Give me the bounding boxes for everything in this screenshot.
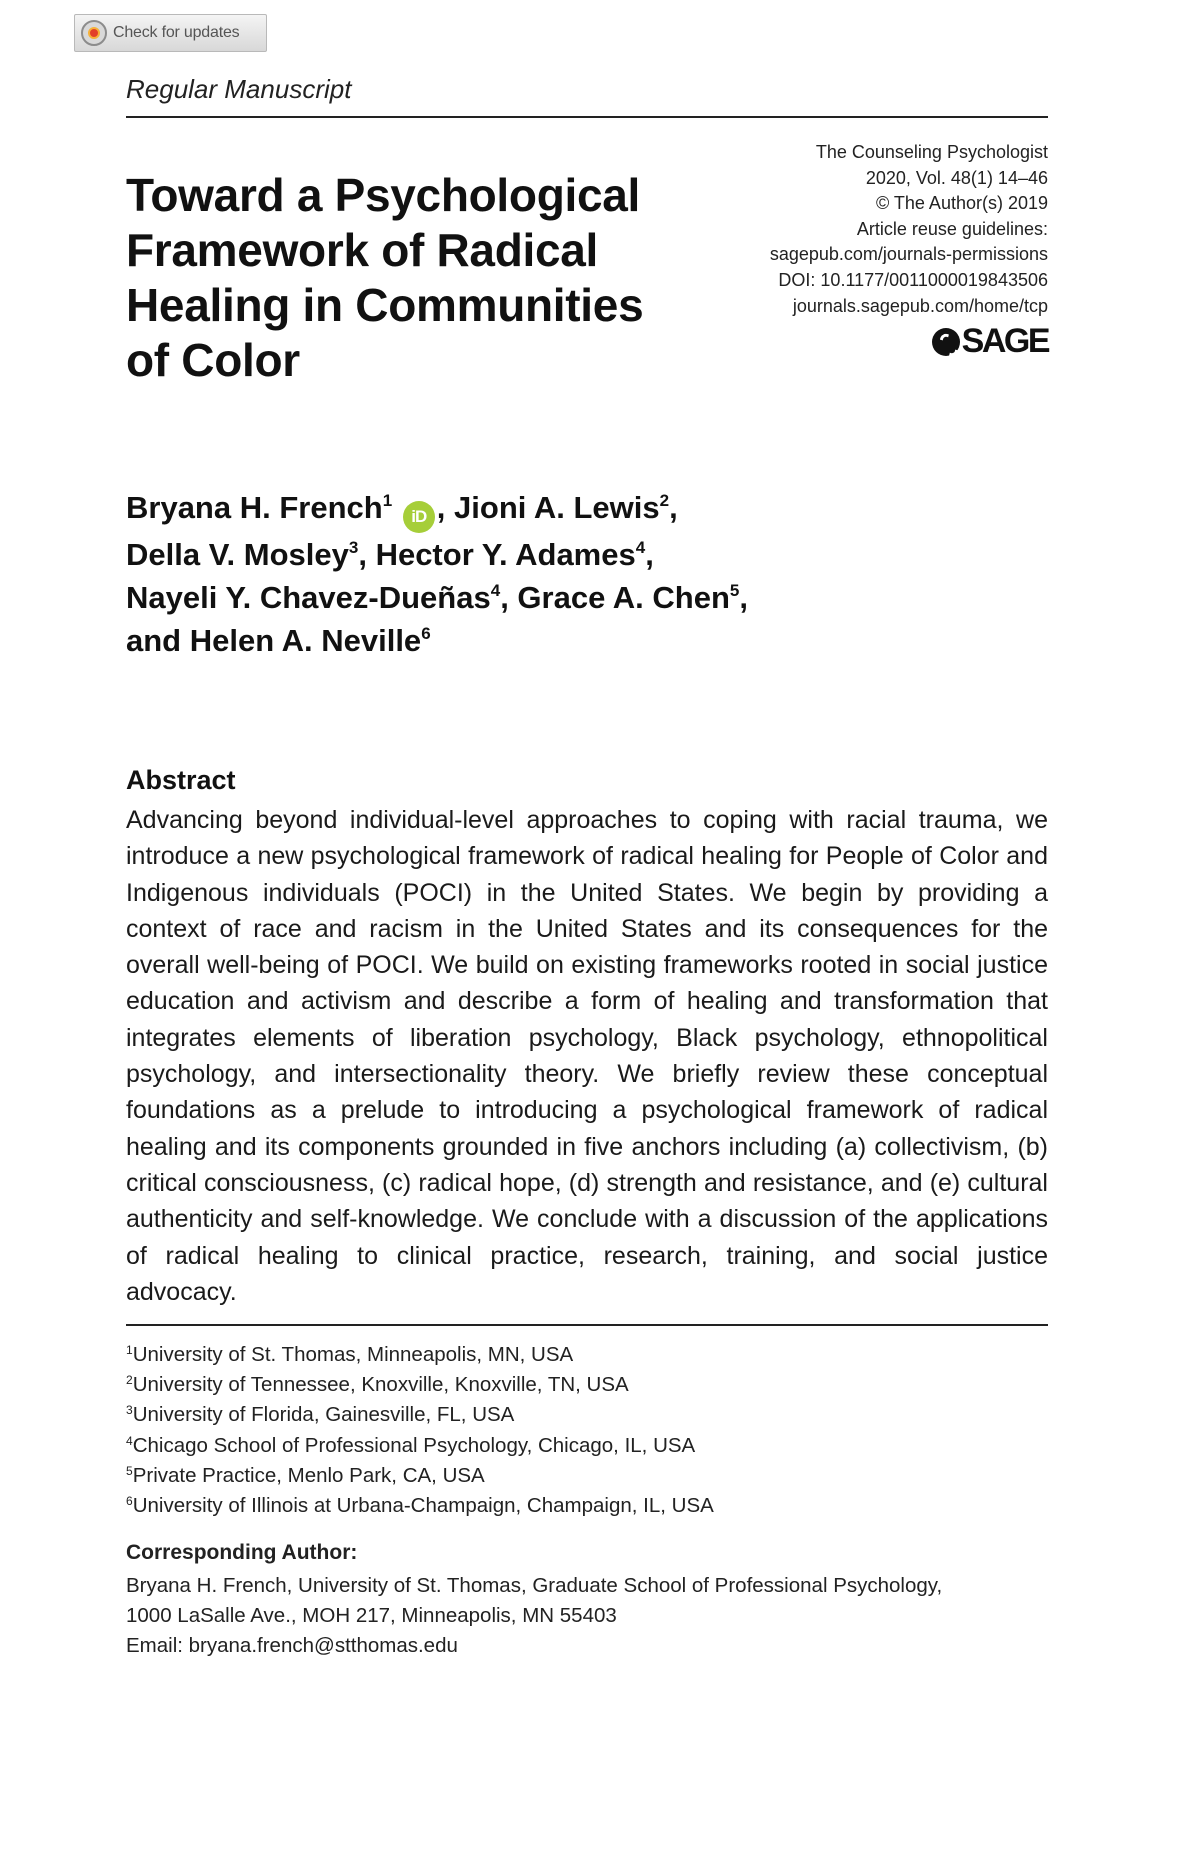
author-affiliation-number: 3 bbox=[348, 538, 359, 557]
author-affiliation-number: 1 bbox=[382, 491, 393, 510]
author-line bbox=[126, 619, 1026, 662]
title-line: Toward a Psychological bbox=[126, 169, 641, 221]
header-divider bbox=[126, 116, 1048, 118]
author-list bbox=[126, 486, 1026, 662]
author-affiliation-number: 2 bbox=[659, 491, 670, 510]
orcid-icon[interactable]: iD bbox=[403, 501, 435, 533]
affiliation-item bbox=[126, 1431, 714, 1461]
author-name: Bryana H. French bbox=[126, 490, 383, 525]
author-name: Jioni A. Lewis bbox=[454, 490, 660, 525]
author-name: Nayeli Y. Chavez-Dueñas bbox=[126, 580, 491, 615]
crossmark-icon bbox=[81, 20, 107, 46]
corresponding-author-details bbox=[126, 1571, 942, 1662]
copyright: © The Author(s) 2019 bbox=[875, 193, 1048, 214]
affiliation-text: University of St. Thomas, Minneapolis, MN, USA bbox=[132, 1343, 574, 1366]
author-name: Grace A. Chen bbox=[517, 580, 730, 615]
author-line: Della V. Mosley$^3$, Hector Y. Adames$^4$, bbox=[126, 537, 654, 572]
affiliation-item bbox=[126, 1340, 714, 1370]
check-for-updates-button[interactable] bbox=[74, 14, 267, 52]
corresponding-line: Bryana H. French, University of St. Thomas, Graduate School of Professional Psychology, bbox=[126, 1574, 943, 1597]
author-affiliation-number: 5 bbox=[729, 581, 740, 600]
author-name: Helen A. Neville bbox=[189, 623, 422, 658]
title-line: Framework of Radical bbox=[126, 224, 599, 276]
affiliation-text: University of Illinois at Urbana-Champaign, Champaign, IL, USA bbox=[132, 1494, 714, 1518]
author-line: Nayeli Y. Chavez-Dueñas$^4$, Grace A. Chen$^5$, bbox=[126, 580, 748, 615]
affiliation-number: 6 bbox=[126, 1494, 133, 1509]
corresponding-line: 1000 LaSalle Ave., MOH 217, Minneapolis, MN 55403 bbox=[126, 1604, 617, 1628]
manuscript-type: Regular Manuscript bbox=[126, 74, 352, 104]
journal-name: The Counseling Psychologist bbox=[815, 142, 1048, 162]
affiliation-item bbox=[126, 1461, 714, 1491]
corresponding-email[interactable]: Email: bryana.french@stthomas.edu bbox=[126, 1634, 458, 1658]
doi[interactable]: DOI: 10.1177/0011000019843506 bbox=[778, 269, 1048, 290]
affiliation-item bbox=[126, 1370, 714, 1400]
sage-logo bbox=[932, 322, 1048, 361]
author-name: Hector Y. Adames bbox=[375, 537, 636, 572]
author-line: Bryana H. French$^1$ iD , Jioni A. Lewis$^2$, bbox=[126, 486, 1026, 533]
author-name: Della V. Mosley bbox=[126, 537, 349, 572]
corresponding-author-heading: Corresponding Author: bbox=[126, 1541, 358, 1564]
affiliation-number: 4 bbox=[126, 1433, 133, 1448]
check-for-updates-label: Check for updates bbox=[113, 24, 240, 41]
sage-logo-icon bbox=[932, 328, 960, 356]
title-line: Healing in Communities bbox=[126, 279, 644, 331]
affiliation-text: University of Tennessee, Knoxville, Knoxville, TN, USA bbox=[132, 1373, 629, 1397]
author-affiliation-number: 6 bbox=[421, 624, 431, 643]
footnote-divider bbox=[126, 1324, 1048, 1326]
affiliation-number: 2 bbox=[126, 1373, 133, 1388]
reuse-guidelines: Article reuse guidelines: bbox=[856, 218, 1048, 239]
author-affiliation-number: 4 bbox=[490, 581, 501, 600]
author-affiliation-number: 4 bbox=[635, 538, 646, 557]
affiliation-number: 5 bbox=[126, 1463, 133, 1478]
affiliation-number: 1 bbox=[126, 1343, 133, 1357]
affiliation-number: 3 bbox=[126, 1403, 133, 1418]
journal-info bbox=[770, 140, 1048, 319]
affiliation-list bbox=[126, 1340, 714, 1521]
permissions-link[interactable]: sagepub.com/journals-permissions bbox=[769, 244, 1048, 265]
sage-logo-text: SAGE bbox=[961, 322, 1048, 360]
author-conjunction: and bbox=[126, 623, 190, 658]
journal-home-link[interactable]: journals.sagepub.com/home/tcp bbox=[792, 295, 1048, 316]
journal-volume: 2020, Vol. 48(1) 14–46 bbox=[865, 167, 1048, 188]
abstract-heading: Abstract bbox=[126, 765, 236, 795]
affiliation-item bbox=[126, 1400, 714, 1430]
abstract-text: Advancing beyond individual-level approaches to coping with racial trauma, we introduce a new psychological framework of radical healing for People of Color and Indigenous individuals (POCI) in the United States. We begin by providing a context of race and racism in the United States and its consequences for the overall well-being of POCI. We build on existing frameworks rooted in social justice education and activism and describe a form of healing and transformation that integrates elements of liberation psychology, Black psychology, ethnopolitical psychology, and intersectionality theory. We briefly review these conceptual foundations as a prelude to introducing a psychological framework of radical healing and its components grounded in five anchors including (a) collectivism, (b) critical consciousness, (c) radical hope, (d) strength and resistance, and (e) cultural authenticity and self-knowledge. We conclude with a discussion of the applications of radical healing to clinical practice, research, training, and social justice advocacy. bbox=[126, 806, 1048, 1306]
title-line: of Color bbox=[126, 334, 300, 386]
affiliation-text: University of Florida, Gainesville, FL, USA bbox=[132, 1403, 515, 1427]
article-title bbox=[126, 168, 716, 388]
affiliation-item bbox=[126, 1491, 714, 1521]
affiliation-text: Chicago School of Professional Psychology, Chicago, IL, USA bbox=[132, 1433, 696, 1457]
affiliation-text: Private Practice, Menlo Park, CA, USA bbox=[132, 1463, 485, 1487]
